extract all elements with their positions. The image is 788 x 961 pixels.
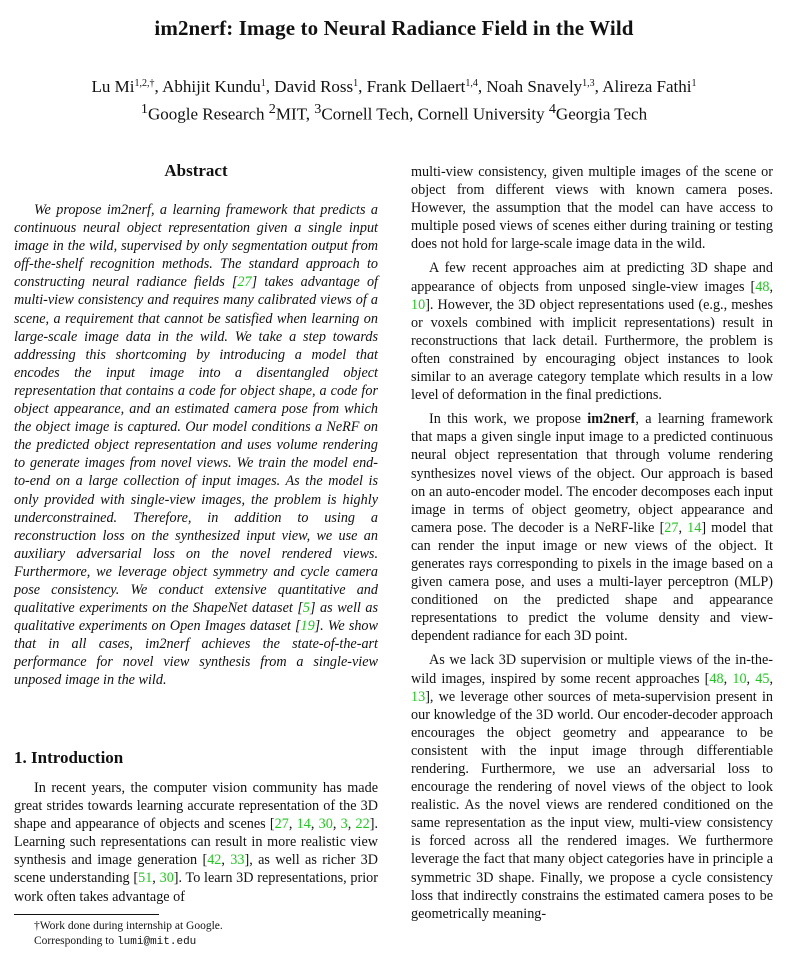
author-name: Frank Dellaert [366, 77, 466, 96]
text-run: , [288, 816, 297, 833]
text-run: As we lack 3D supervision or multiple views of the in-the-wild images, inspired by some recent approaches [ [411, 652, 773, 687]
text-run: multi-view consistency, given multiple images of the scene or object from different views with known camera poses. However, the assumption that the model can have access to multiple posed views of scenes either during training or testing does not hold for large-scale image data in the wild. [411, 164, 773, 253]
text-run: In recent years, the computer vision community has made great strides towards learning accurate representation of the 3D shape and appearance of objects and scenes [ [14, 780, 378, 833]
author-affiliation-mark: 1,3 [582, 78, 595, 89]
affiliation-name: MIT [275, 104, 306, 124]
emphasis-text: im2nerf [587, 411, 636, 428]
abstract-heading: Abstract [164, 161, 228, 180]
paragraph [411, 163, 773, 253]
text-run: , [769, 670, 774, 687]
footnote-divider [14, 914, 159, 915]
author-name: David Ross [274, 77, 354, 96]
text-run: ], as well as richer 3D scene understanding [ [14, 852, 378, 887]
footnote-internship: †Work done during internship at Google. [34, 920, 223, 932]
text-run: A few recent approaches aim at predicting 3D shape and appearance of objects from unposed single-view images [ [411, 260, 773, 295]
citation-link[interactable]: 27 [237, 274, 252, 291]
text-run: ]. We show that in all cases, im2nerf achieves the state-of-the-art performance for novel view synthesis from a single-view unposed image in the wild. [14, 618, 378, 689]
author-name: Alireza Fathi [602, 77, 692, 96]
citation-link[interactable]: 45 [755, 670, 770, 687]
affiliation-mark: 3 [314, 101, 322, 117]
author-name: Lu Mi [91, 77, 135, 96]
text-run: , [746, 670, 756, 687]
author-list: Lu $Mi^{1,2,\dagger}$, Abhijit Kundu$^1$, David Ross$^1$, Frank Dellaert$^{1,4}$, Noah Snavely$^{1,3}$, Alireza Fathi$^1$ [91, 77, 697, 96]
citation-link[interactable]: 14 [687, 519, 702, 536]
citation-link[interactable]: 10 [732, 670, 747, 687]
text-run: , [769, 278, 773, 295]
affiliation-name: Google Research [147, 104, 265, 124]
citation-link[interactable]: 22 [355, 816, 370, 833]
text-run: , [332, 816, 341, 833]
citation-link[interactable]: 33 [230, 852, 245, 869]
paragraph [411, 410, 773, 645]
citation-link[interactable]: 48 [709, 670, 724, 687]
affiliation-mark: 4 [548, 101, 556, 117]
citation-link[interactable]: 19 [300, 618, 315, 635]
text-run: We propose im2nerf, a learning framework that predicts a continuous neural object representation given a single input image in the wild, supervised by only segmentation output from off-the-shelf recognition methods. The standard approach to constructing neural radiance fields [ [14, 202, 378, 291]
footnote-correspondence: Corresponding to lumi@mit.edu [34, 935, 197, 948]
author-affiliation-mark: 1 [260, 78, 266, 89]
text-run: In this work, we propose [429, 411, 588, 428]
footnote [34, 919, 374, 950]
text-run: , [221, 852, 231, 869]
citation-link[interactable]: 13 [411, 688, 426, 705]
citation-link[interactable]: 48 [755, 278, 770, 295]
citation-link[interactable]: 30 [159, 870, 174, 887]
text-run: ]. However, the 3D object representations used (e.g., meshes or voxels combined with implicit representations) result in reconstructions that lack detail. Furthermore, the problem is often constrained by encouraging object instances to look similar to an average category template which results in a low level of deformation in the final predictions. [411, 296, 773, 404]
affiliation-name: Georgia Tech [555, 104, 648, 124]
paper-title: im2nerf: Image to Neural Radiance Field in the Wild [154, 16, 634, 40]
affiliation-name: Cornell Tech, Cornell University [321, 104, 545, 124]
citation-link[interactable]: 3 [340, 816, 348, 833]
text-run: , [152, 870, 160, 887]
affiliation-mark: 1 [140, 101, 148, 117]
text-run: ]. To learn 3D representations, prior work often takes advantage of [14, 870, 378, 905]
author-affiliation-mark: 1,2,† [134, 78, 155, 89]
author-affiliation-mark: 1 [353, 78, 359, 89]
text-run: ] as well as qualitative experiments on Open Images dataset [ [14, 600, 378, 635]
text-run: , a learning framework that maps a given single input image to a predicted continuous neural object representation that through volume rendering synthesizes novel views of the object. Our approach is based on an auto-encoder model. The encoder decomposes each input image in terms of object geometry, object appearance and camera pose. The decoder is a NeRF-like [ [411, 411, 773, 536]
text-run: ] model that can render the input image or new views of the object. It generates rays corresponding to pixels in the image based on a given camera pose, and uses a multi-layer perceptron (MLP) conditioned on the predicted shape and appearance representations to predict the volume density and view-dependent radiance for each 3D point. [411, 519, 773, 645]
introduction-body [14, 779, 378, 906]
author-name: Abhijit Kundu [162, 77, 261, 96]
citation-link[interactable]: 27 [274, 816, 289, 833]
paragraph [411, 259, 773, 404]
text-run: , [347, 816, 356, 833]
citation-link[interactable]: 30 [318, 816, 333, 833]
right-column-body [411, 163, 773, 929]
citation-link[interactable]: 14 [296, 816, 311, 833]
paragraph [411, 651, 773, 922]
text-run: ] takes advantage of multi-view consistency and requires many calibrated views of a scene, a requirement that cannot be satisfied when learning on large-scale image data in the wild. We take a step towards addressing this shortcoming by introducing a model that encodes the input image into a disentangled object representation that contains a code for object shape, a code for object appearance, and an estimated camera pose from which the object image is captured. Our model conditions a NeRF on the predicted object representation and uses volume rendering to generate images from novel views. We train the model end-to-end on a large collection of input images. As the model is only provided with single-view images, the problem is highly underconstrained. Therefore, in addition to using a reconstruction loss on the synthesized input view, we use an auxiliary adversarial loss on the novel rendered views. Furthermore, we leverage object symmetry and cycle camera pose consistency. We conduct extensive quantitative and qualitative experiments on the ShapeNet dataset [ [14, 274, 378, 617]
citation-link[interactable]: 10 [411, 296, 426, 313]
text-run: , [310, 816, 319, 833]
affiliation-mark: 2 [268, 101, 276, 117]
abstract-body [14, 201, 378, 690]
citation-link[interactable]: 27 [664, 519, 679, 536]
affiliation-list: $^1$Google Research $^2$MIT, $^3$Cornell Tech, Cornell University $^4$Georgia Tech [140, 101, 648, 124]
text-run: ]. Learning such representations can result in more realistic view synthesis and image generation [ [14, 816, 379, 869]
email-link[interactable]: lumi@mit.edu [117, 936, 197, 948]
text-run: , [678, 519, 688, 536]
introduction-heading: 1. Introduction [14, 748, 124, 767]
citation-link[interactable]: 5 [302, 600, 310, 617]
citation-link[interactable]: 51 [138, 870, 153, 887]
text-run: , [723, 670, 733, 687]
text-run: ], we leverage other sources of meta-supervision present in our knowledge of the 3D world. Our encoder-decoder approach encourages the object geometry and appearance to be consistent with the input image through differentiable rendering. Furthermore, we use an adversarial loss to encourage the rendering of novel views of the object to look realistic. As the novel views are rendered conditioned on the same representation as the input view, multi-view consistency is forced across all the rendered images. We furthermore leverage the fact that many object categories have in principle a symmetric 3D shape. Finally, we propose a cycle consistency loss that indirectly constrains the estimated camera poses to be geometrically meaning- [411, 688, 773, 922]
author-name: Noah Snavely [486, 77, 583, 96]
citation-link[interactable]: 42 [207, 852, 222, 869]
author-affiliation-mark: 1,4 [465, 78, 478, 89]
footnote-mark: † [34, 920, 40, 932]
author-affiliation-mark: 1 [691, 78, 697, 89]
